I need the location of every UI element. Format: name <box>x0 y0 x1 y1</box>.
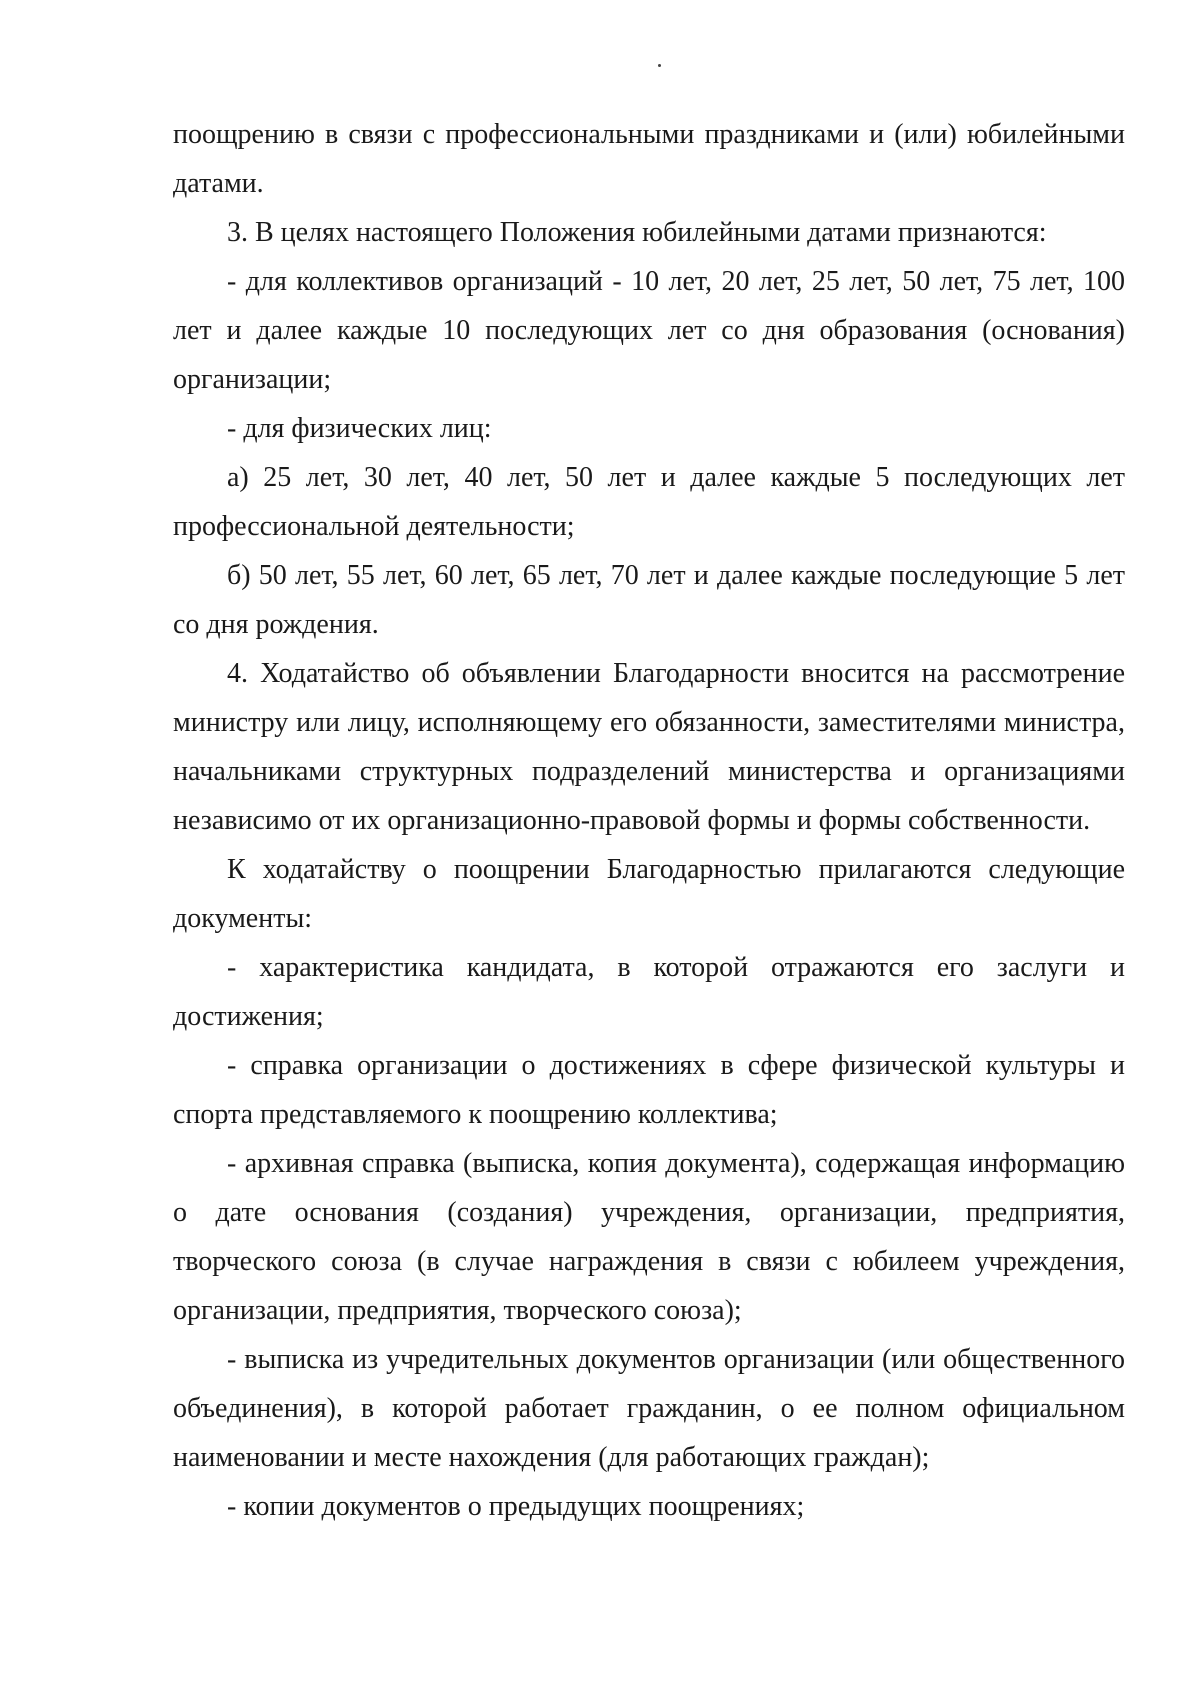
paragraph-continuation: поощрению в связи с профессиональными праздниками и (или) юбилейными датами. <box>173 119 1125 199</box>
list-item-charter-extract: - выписка из учредительных документов организации (или общественного объединения), в которой работает гражданин, о ее полном официальном наименовании и месте нахождения (для работающих граждан); <box>173 1344 1125 1473</box>
paragraph-item-3: 3. В целях настоящего Положения юбилейными датами признаются: <box>227 217 1047 248</box>
list-item-archive-reference: - архивная справка (выписка, копия документа), содержащая информацию о дате основания (создания) учреждения, организации, предприятия, творческого союза (в случае награждения в связи с юбилеем учреждения, организации, предприятия, творческого союза); <box>173 1148 1125 1326</box>
list-item-previous-awards: - копии документов о предыдущих поощрениях; <box>227 1491 805 1522</box>
list-item-organization-reference: - справка организации о достижениях в сфере физической культуры и спорта представляемого к поощрению коллектива; <box>173 1050 1125 1130</box>
document-body <box>173 110 1125 1531</box>
paragraph-individuals-heading: - для физических лиц: <box>227 413 492 444</box>
paragraph-organizations-dates: - для коллективов организаций - 10 лет, 20 лет, 25 лет, 50 лет, 75 лет, 100 лет и далее каждые 10 последующих лет со дня образования (основания) организации; <box>173 266 1125 395</box>
paragraph-item-4: 4. Ходатайство об объявлении Благодарности вносится на рассмотрение министру или лицу, исполняющему его обязанности, заместителями министра, начальниками структурных подразделений министерства и организациями независимо от их организационно-правовой формы и формы собственности. <box>173 658 1125 836</box>
paragraph-sub-a: а) 25 лет, 30 лет, 40 лет, 50 лет и далее каждые 5 последующих лет профессиональной деятельности; <box>173 462 1125 542</box>
top-dot-mark <box>658 64 661 67</box>
paragraph-attachments-intro: К ходатайству о поощрении Благодарностью прилагаются следующие документы: <box>173 854 1125 934</box>
paragraph-sub-b: б) 50 лет, 55 лет, 60 лет, 65 лет, 70 лет и далее каждые последующие 5 лет со дня рождения. <box>173 560 1125 640</box>
list-item-characteristic: - характеристика кандидата, в которой отражаются его заслуги и достижения; <box>173 952 1125 1032</box>
